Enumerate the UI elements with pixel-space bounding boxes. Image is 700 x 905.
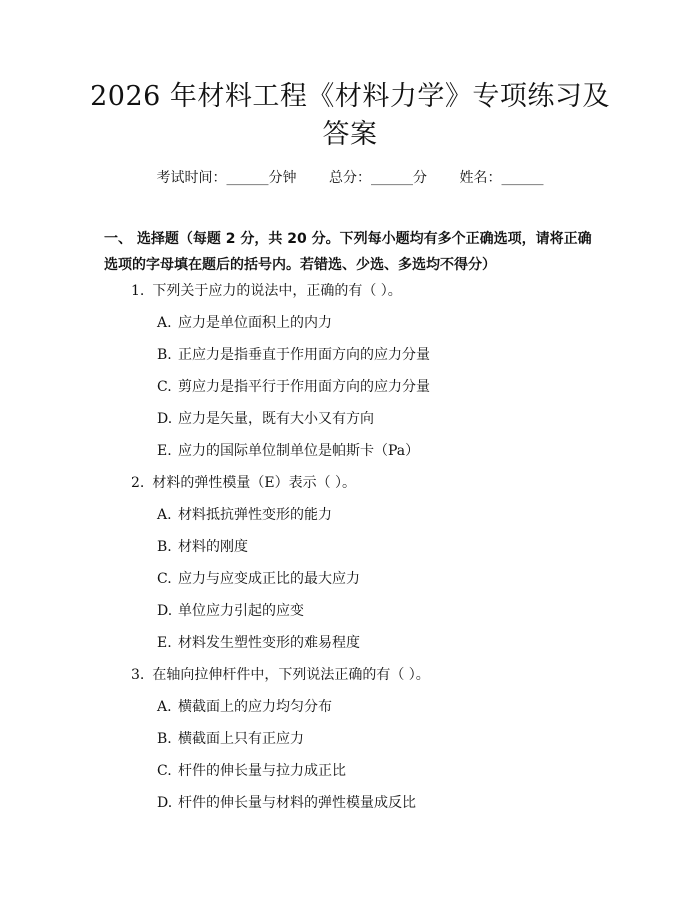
option-text: 应力是单位面积上的内力 [178,315,332,331]
option-2d [157,601,304,621]
option-text: 横截面上的应力均匀分布 [178,699,332,715]
option-text: 材料的刚度 [178,539,248,555]
question-2 [131,473,356,493]
option-text: 正应力是指垂直于作用面方向的应力分量 [178,347,430,363]
option-1b [157,345,430,365]
option-letter: E. [157,443,172,459]
question-text: 在轴向拉伸杆件中，下列说法正确的有（ ）。 [152,667,430,683]
option-text: 杆件的伸长量与材料的弹性模量成反比 [178,795,416,811]
option-text: 应力与应变成正比的最大应力 [178,571,360,587]
option-text: 应力的国际单位制单位是帕斯卡（Pa） [178,443,420,459]
option-3a [157,697,332,717]
option-2a [157,505,332,525]
option-letter: A. [157,315,172,331]
option-letter: B. [157,347,172,363]
option-text: 杆件的伸长量与拉力成正比 [178,763,346,779]
option-1a [157,313,332,333]
option-letter: D. [157,603,173,619]
option-2c [157,569,360,589]
option-1c [157,377,430,397]
exam-time-field: 考试时间：______分钟 [156,170,297,186]
option-letter: B. [157,731,172,747]
option-1e [157,441,419,461]
option-letter: B. [157,539,172,555]
option-text: 剪应力是指平行于作用面方向的应力分量 [178,379,430,395]
option-letter: A. [157,699,172,715]
option-letter: A. [157,507,172,523]
option-2b [157,537,248,557]
option-text: 应力是矢量，既有大小又有方向 [178,411,374,427]
exam-info [0,168,700,188]
option-letter: C. [157,763,172,779]
question-3 [131,665,430,685]
option-3d [157,793,416,813]
option-2e [157,633,360,653]
option-3b [157,729,304,749]
name-field: 姓名：______ [459,170,544,186]
option-letter: D. [157,411,173,427]
question-1 [131,281,402,301]
question-text: 下列关于应力的说法中，正确的有（ ）。 [152,283,402,299]
option-text: 材料抵抗弹性变形的能力 [178,507,332,523]
question-number: 2. [131,475,145,491]
option-3c [157,761,346,781]
section-heading: 一、 选择题（每题 2 分，共 20 分。下列每小题均有多个正确选项，请将正确选项的字母填在题后的括号内。若错选、少选、多选均不得分） [104,231,592,273]
option-letter: E. [157,635,172,651]
option-text: 材料发生塑性变形的难易程度 [178,635,360,651]
total-score-field: 总分：______分 [329,170,427,186]
option-text: 横截面上只有正应力 [178,731,304,747]
option-letter: D. [157,795,173,811]
option-letter: C. [157,379,172,395]
question-number: 3. [131,667,145,683]
option-text: 单位应力引起的应变 [178,603,304,619]
question-number: 1. [131,283,145,299]
option-letter: C. [157,571,172,587]
document-title: 2026 年材料工程《材料力学》专项练习及答案 [90,81,610,150]
option-1d [157,409,374,429]
question-text: 材料的弹性模量（E）表示（ ）。 [152,475,357,491]
